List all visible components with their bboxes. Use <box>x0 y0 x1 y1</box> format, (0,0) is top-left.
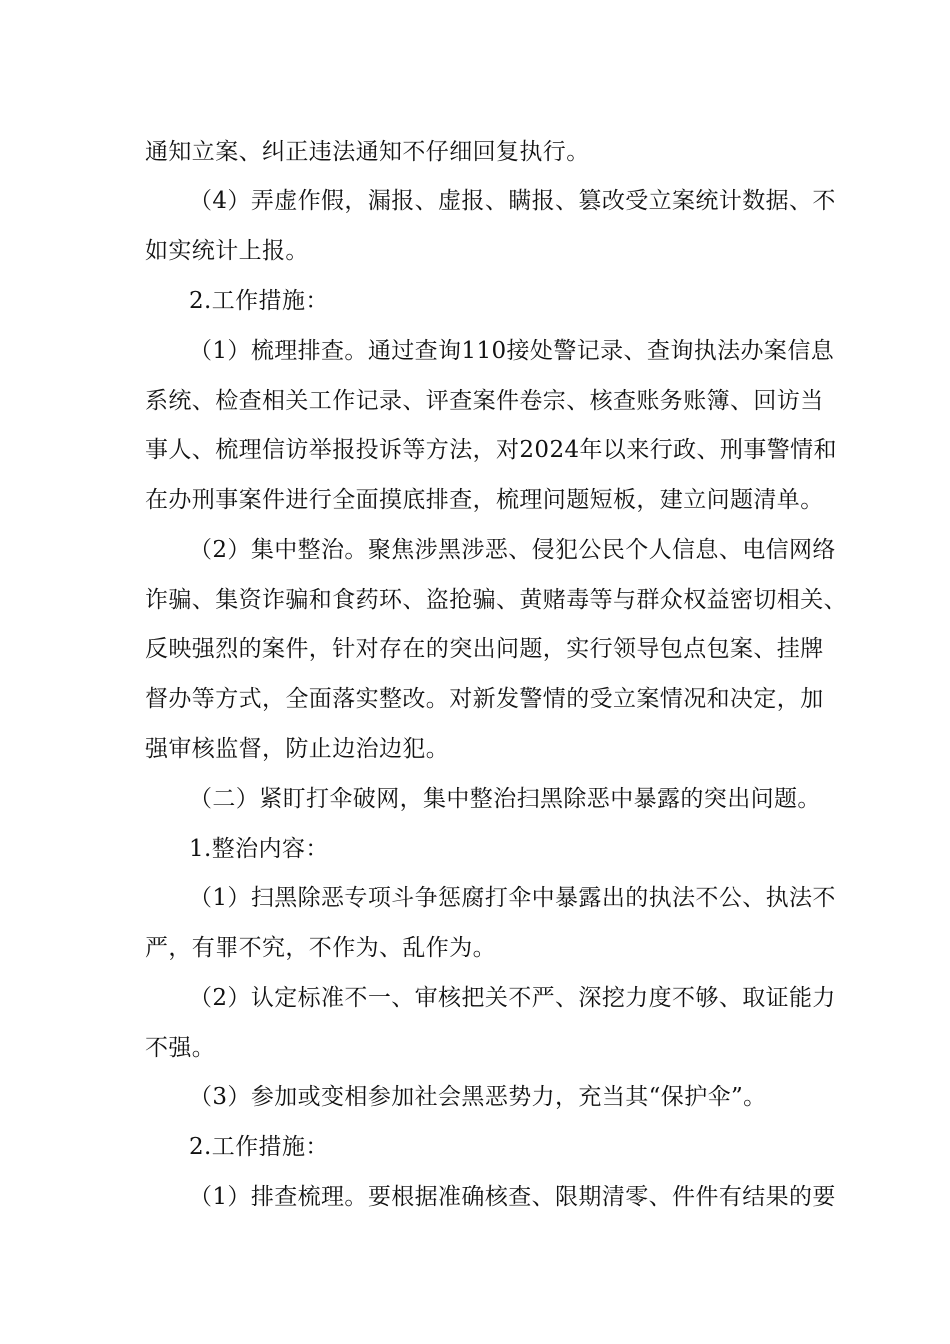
text-line: 通知立案、纠正违法通知不仔细回复执行。 <box>145 139 590 165</box>
text-line: 诈骗、集资诈骗和食药环、盗抢骗、黄赌毒等与群众权益密切相关、 <box>145 587 847 613</box>
text-line: 督办等方式，全面落实整改。对新发警情的受立案情况和决定，加 <box>145 686 824 712</box>
text-line: 反映强烈的案件，针对存在的突出问题，实行领导包点包案、挂牌 <box>145 636 824 662</box>
text-line: （1）梳理排查。通过查询110接处警记录、查询执法办案信息 <box>189 338 835 364</box>
text-line: 2.工作措施： <box>189 1134 329 1160</box>
text-line: 如实统计上报。 <box>145 238 309 264</box>
text-line: 不强。 <box>145 1035 216 1061</box>
text-line: （3）参加或变相参加社会黑恶势力，充当其“保护伞”。 <box>189 1084 767 1110</box>
section-heading: （二）紧盯打伞破网，集中整治扫黑除恶中暴露的突出问题。 <box>189 786 821 812</box>
text-line: （4）弄虚作假，漏报、虚报、瞒报、篡改受立案统计数据、不 <box>189 188 836 214</box>
text-line: （1）扫黑除恶专项斗争惩腐打伞中暴露出的执法不公、执法不 <box>189 885 836 911</box>
text-line: （1）排查梳理。要根据准确核查、限期清零、件件有结果的要 <box>189 1184 836 1210</box>
text-line: 强审核监督，防止边治边犯。 <box>145 736 450 762</box>
text-line: 在办刑事案件进行全面摸底排查，梳理问题短板，建立问题清单。 <box>145 487 824 513</box>
text-line: （2）集中整治。聚焦涉黑涉恶、侵犯公民个人信息、电信网络 <box>189 537 836 563</box>
text-line: 系统、检查相关工作记录、评查案件卷宗、核查账务账簿、回访当 <box>145 388 824 414</box>
text-line: （2）认定标准不一、审核把关不严、深挖力度不够、取证能力 <box>189 985 836 1011</box>
text-line: 严，有罪不究，不作为、乱作为。 <box>145 935 496 961</box>
text-line: 事人、梳理信访举报投诉等方法，对2024年以来行政、刑事警情和 <box>145 437 837 463</box>
text-line: 2.工作措施： <box>189 288 329 314</box>
text-line: 1.整治内容： <box>189 836 329 862</box>
